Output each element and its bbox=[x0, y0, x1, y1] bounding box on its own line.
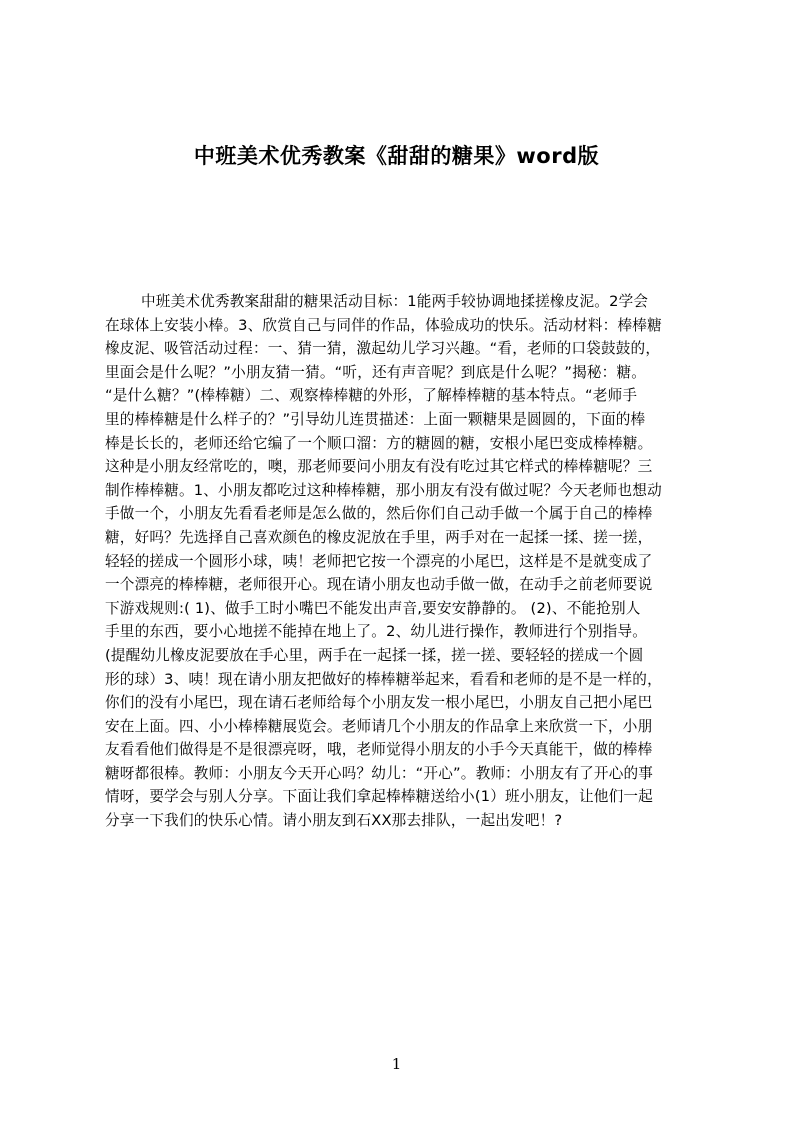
page-number: 1 bbox=[391, 1055, 402, 1073]
body-line: 一个漂亮的棒棒糖，老师很开心。现在请小朋友也动手做一做，在动手之前老师要说 bbox=[105, 576, 653, 594]
body-line: 安在上面。四、小小棒棒糖展览会。老师请几个小朋友的作品拿上来欣赏一下，小朋 bbox=[105, 717, 653, 735]
body-line: 情呀，要学会与别人分享。下面让我们拿起棒棒糖送给小(1）班小朋友，让他们一起 bbox=[105, 788, 653, 806]
body-line: 你们的没有小尾巴，现在请石老师给每个小朋友发一根小尾巴，小朋友自己把小尾巴 bbox=[105, 694, 653, 712]
body-line: 形的球）3、咦！现在请小朋友把做好的棒棒糖举起来，看看和老师的是不是一样的， bbox=[105, 670, 662, 688]
body-line: 手里的东西，要小心地搓不能掉在地上了。2、幼儿进行操作，教师进行个别指导。 bbox=[105, 623, 648, 641]
body-line: 橡皮泥、吸管活动过程：一、猜一猜，激起幼儿学习兴趣。“看，老师的口袋鼓鼓的， bbox=[105, 340, 661, 358]
body-line: 里面会是什么呢？”小朋友猜一猜。“听，还有声音呢？到底是什么呢？”揭秘：糖。 bbox=[105, 363, 647, 381]
body-line: (提醒幼儿橡皮泥要放在手心里，两手在一起揉一揉，搓一搓、要轻轻的搓成一个圆 bbox=[105, 646, 644, 664]
body-line: 分享一下我们的快乐心情。请小朋友到石XX那去排队，一起出发吧！? bbox=[105, 812, 563, 830]
document-title: 中班美术优秀教案《甜甜的糖果》word版 bbox=[193, 144, 600, 168]
body-line: 棒是长长的，老师还给它编了一个顺口溜：方的糖圆的糖，安根小尾巴变成棒棒糖。 bbox=[105, 434, 653, 452]
body-line: 糖，好吗？先选择自己喜欢颜色的橡皮泥放在手里，两手对在一起揉一揉、搓一搓， bbox=[105, 528, 653, 546]
body-line: 轻轻的搓成一个圆形小球，咦！老师把它按一个漂亮的小尾巴，这样是不是就变成了 bbox=[105, 552, 653, 570]
body-line: “是什么糖？”(棒棒糖）二、观察棒棒糖的外形，了解棒棒糖的基本特点。“老师手 bbox=[105, 387, 638, 405]
body-line: 在球体上安装小棒。3、欣赏自己与同伴的作品，体验成功的快乐。活动材料：棒棒糖 bbox=[105, 316, 662, 334]
body-line: 手做一个，小朋友先看看老师是怎么做的，然后你们自己动手做一个属于自己的棒棒 bbox=[105, 505, 653, 523]
body-line: 里的棒棒糖是什么样子的？”引导幼儿连贯描述：上面一颗糖果是圆圆的，下面的棒 bbox=[105, 410, 646, 428]
body-line: 下游戏规则:( 1)、做手工时小嘴巴不能发出声音,要安安静静的。 (2)、不能抢别人 bbox=[105, 599, 641, 617]
body-line: 中班美术优秀教案甜甜的糖果活动目标：1能两手较协调地揉搓橡皮泥。2学会 bbox=[141, 293, 649, 310]
body-line: 糖呀都很棒。教师：小朋友今天开心吗？幼儿：“开心”。教师：小朋友有了开心的事 bbox=[105, 764, 654, 782]
document-body bbox=[105, 290, 699, 833]
body-line: 这种是小朋友经常吃的，噢，那老师要问小朋友有没有吃过其它样式的棒棒糖呢？三 bbox=[105, 458, 653, 476]
body-line: 友看看他们做得是不是很漂亮呀，哦，老师觉得小朋友的小手今天真能干，做的棒棒 bbox=[105, 741, 653, 759]
body-line: 制作棒棒糖。1、小朋友都吃过这种棒棒糖，那小朋友有没有做过呢？今天老师也想动 bbox=[105, 481, 662, 499]
